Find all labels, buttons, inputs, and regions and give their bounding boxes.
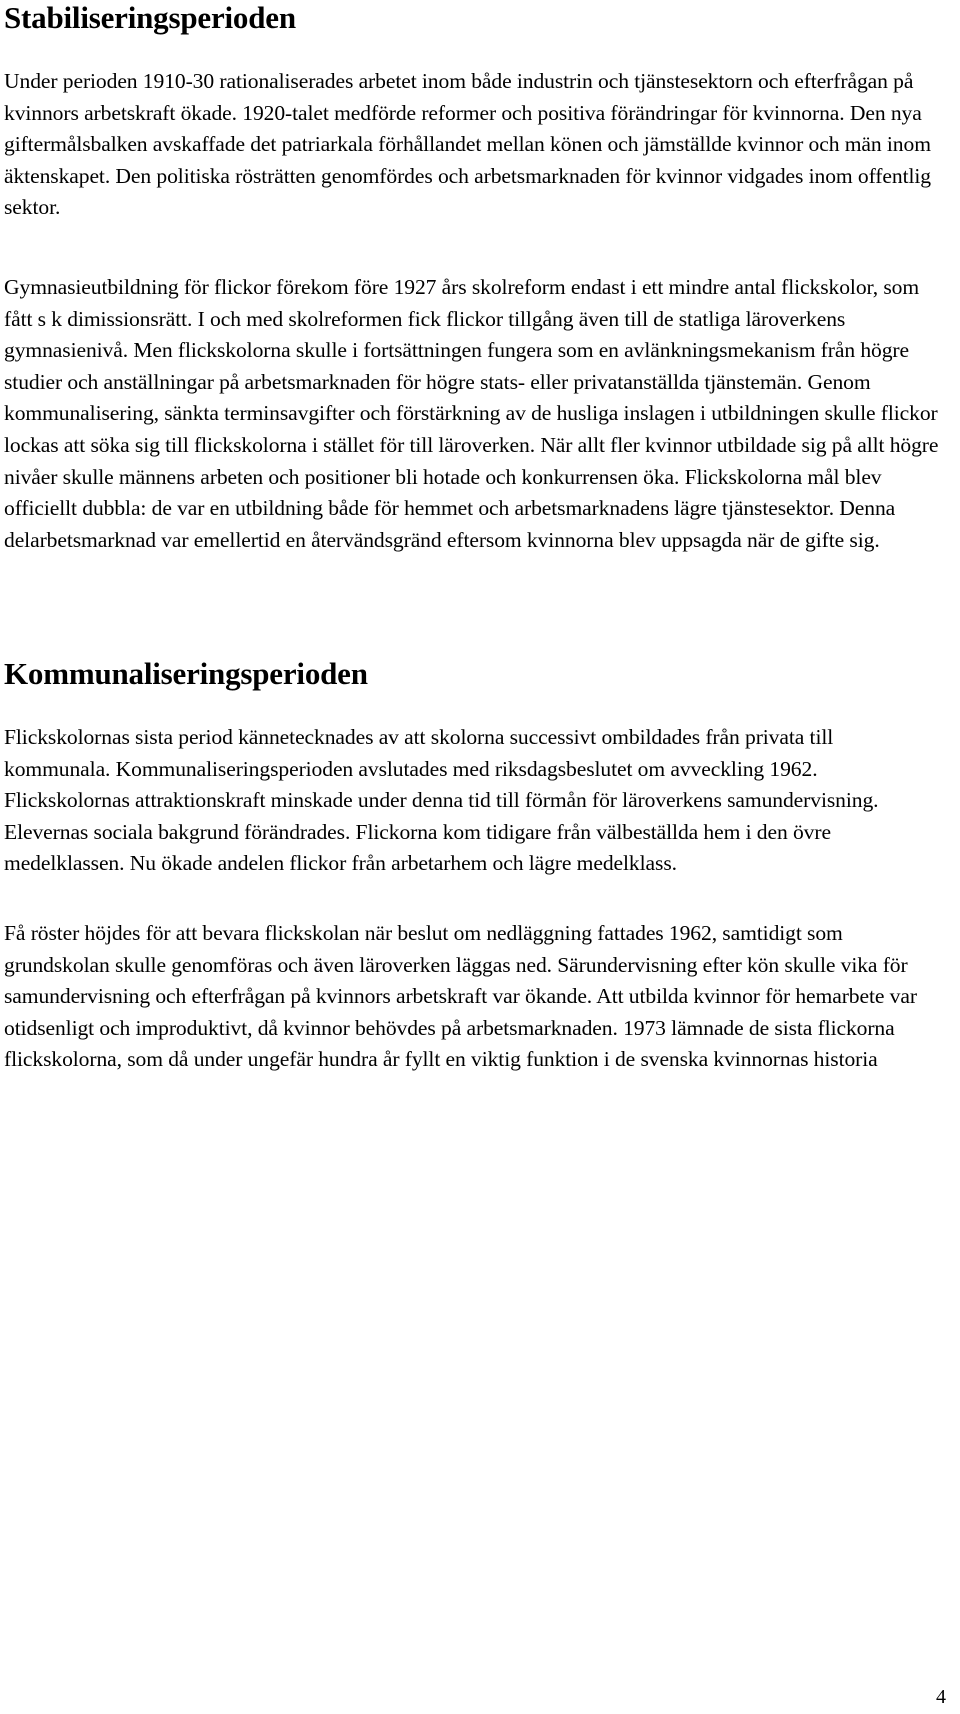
section-kommunaliseringsperioden: [4, 656, 368, 692]
paragraph-text: Gymnasieutbildning för flickor förekom före 1927 års skolreform endast i ett mindre antal flickskolor, som fått s k dimissionsrätt. I och med skolreformen fick flickor tillgång även till de statliga läroverkens gymnasienivå. Men flickskolorna skulle i fortsättningen fungera som en avlänkningsmekanism från högre studier och anställningar på arbetsmarknaden för högre stats- eller privatanställda tjänstemän. Genom kommunalisering, sänkta terminsavgifter och förstärkning av de husliga inslagen i utbildningen skulle flickor lockas att söka sig till flickskolorna i stället för till läroverken. När allt fler kvinnor utbildade sig på allt högre nivåer skulle männens arbeten och positioner bli hotade och konkurrensen öka. Flickskolorna mål blev officiellt dubbla: de var en utbildning både för hemmet och arbetsmarknadens lägre tjänstesektor. Denna delarbetsmarknad var emellertid en återvändsgränd eftersom kvinnorna blev uppsagda när de gifte sig.: [4, 275, 939, 552]
paragraph-text: Flickskolornas sista period kännetecknades av att skolorna successivt ombildades från privata till kommunala. Kommunaliseringsperioden avslutades med riksdagsbeslutet om avveckling 1962. Flickskolornas attraktionskraft minskade under denna tid till förmån för läroverkens samundervisning. Elevernas sociala bakgrund förändrades. Flickorna kom tidigare från välbeställda hem i den övre medelklassen. Nu ökade andelen flickor från arbetarhem och lägre medelklass.: [4, 725, 879, 876]
section-stabiliseringsperioden: [4, 0, 296, 36]
paragraph: [4, 918, 944, 1076]
paragraph-text: Under perioden 1910-30 rationaliserades arbetet inom både industrin och tjänstesektorn och efterfrågan på kvinnors arbetskraft ökade. 1920-talet medförde reformer och positiva förändringar för kvinnorna. Den nya giftermålsbalken avskaffade det patriarkala förhållandet mellan könen och jämställde kvinnor och män inom äktenskapet. Den politiska rösträtten genomfördes och arbetsmarknaden för kvinnor vidgades inom offentlig sektor.: [4, 69, 931, 220]
paragraph-text: Få röster höjdes för att bevara flickskolan när beslut om nedläggning fattades 1962, samtidigt som grundskolan skulle genomföras och även läroverken läggas ned. Särundervisning efter kön skulle vika för samundervisning och efterfrågan på kvinnors arbetskraft var ökande. Att utbilda kvinnor för hemarbete var otidsenligt och improduktivt, då kvinnor behövdes på arbetsmarknaden. 1973 lämnade de sista flickorna flickskolorna, som då under ungefär hundra år fyllt en viktig funktion i de svenska kvinnornas historia: [4, 921, 917, 1072]
section-heading: Kommunaliseringsperioden: [4, 656, 368, 691]
page-number: 4: [936, 1686, 946, 1708]
section-heading: Stabiliseringsperioden: [4, 0, 296, 35]
paragraph: [4, 272, 944, 556]
paragraph: [4, 66, 944, 224]
paragraph: [4, 722, 944, 880]
